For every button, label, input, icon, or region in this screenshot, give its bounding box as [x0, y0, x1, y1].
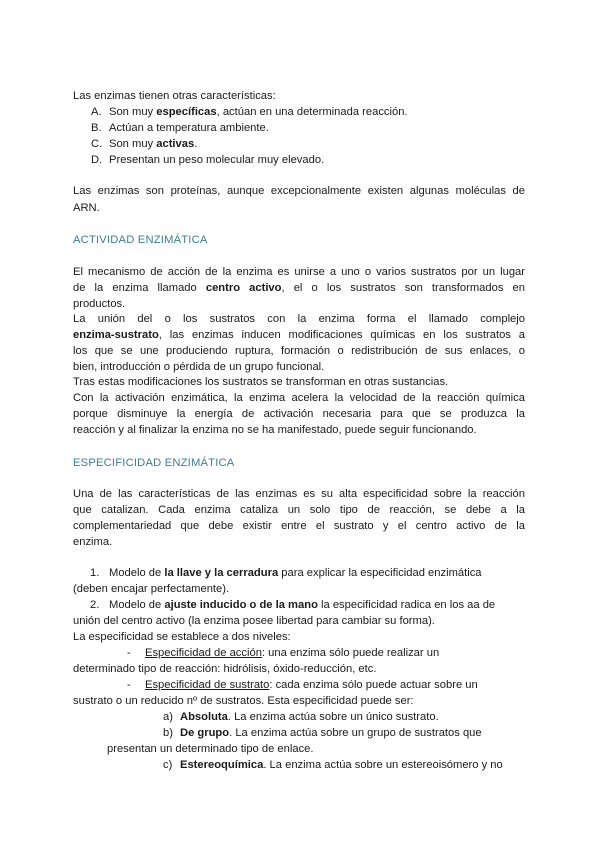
- list-marker: c): [163, 759, 173, 771]
- list-marker: C.: [91, 138, 103, 150]
- paragraph-line: los que se une produciendo ruptura, formación o redistribución de sus enlaces, o: [73, 345, 525, 357]
- paragraph-line: presentan un determinado tipo de enlace.: [107, 743, 314, 755]
- level-item: - Especificidad de acción: una enzima sólo puede realizar un: [127, 647, 440, 659]
- list-marker: D.: [91, 154, 103, 166]
- paragraph-line: Una de las características de las enzimas es su alta especificidad sobre la reacción: [73, 488, 525, 500]
- paragraph-line: determinado tipo de reacción: hidrólisis, óxido-reducción, etc.: [73, 663, 377, 675]
- list-item: B. Actúan a temperatura ambiente.: [91, 122, 269, 134]
- paragraph-line: bien, introducción o pérdida de un grupo funcional.: [73, 361, 325, 373]
- paragraph-line: unión del centro activo (la enzima posee libertad para cambiar su forma).: [73, 615, 435, 627]
- sublist-item: a) Absoluta. La enzima actúa sobre un único sustrato.: [163, 711, 439, 723]
- list-marker: b): [163, 727, 173, 739]
- paragraph-line: porque disminuye la energía de activación necesaria para que se produzca la: [73, 408, 525, 420]
- level-item: - Especificidad de sustrato: cada enzima sólo puede actuar sobre un: [127, 679, 478, 691]
- intro-note-line: Las enzimas son proteínas, aunque excepcionalmente existen algunas moléculas de: [73, 185, 525, 197]
- dash-marker: -: [127, 679, 131, 691]
- sublist-item: b) De grupo. La enzima actúa sobre un grupo de sustratos que: [163, 727, 482, 739]
- paragraph-line: complementariedad que debe existir entre el sustrato y el centro activo de la: [73, 520, 525, 532]
- section-heading-actividad: ACTIVIDAD ENZIMÁTICA: [73, 234, 208, 246]
- paragraph-line: Tras estas modificaciones los sustratos se transforman en otras sustancias.: [73, 376, 449, 388]
- paragraph-line: La especificidad se establece a dos niveles:: [73, 631, 291, 643]
- paragraph-line: enzima-sustrato, las enzimas inducen modificaciones químicas en los sustratos a: [73, 329, 525, 341]
- paragraph-line: La unión del o los sustratos con la enzima forma el llamado complejo: [73, 313, 525, 325]
- list-marker: A.: [91, 106, 102, 118]
- paragraph-line: sustrato o un reducido nº de sustratos. Esta especificidad puede ser:: [73, 695, 414, 707]
- paragraph-line: reacción y al finalizar la enzima no se ha manifestado, puede seguir funcionando.: [73, 424, 477, 436]
- list-marker: a): [163, 711, 173, 723]
- paragraph-line: que catalizan. Cada enzima cataliza un solo tipo de reacción, se debe a la: [73, 504, 525, 516]
- paragraph-line: (deben encajar perfectamente).: [73, 583, 230, 595]
- intro-title: Las enzimas tienen otras características:: [73, 90, 276, 102]
- paragraph-line: Con la activación enzimática, la enzima acelera la velocidad de la reacción química: [73, 392, 525, 404]
- intro-note-line: ARN.: [73, 202, 100, 214]
- list-marker: 2.: [90, 599, 100, 611]
- list-item: D. Presentan un peso molecular muy elevado.: [91, 154, 325, 166]
- section-heading-especificidad: ESPECIFICIDAD ENZIMÁTICA: [73, 457, 235, 469]
- list-marker: B.: [91, 122, 102, 134]
- paragraph-line: productos.: [73, 298, 126, 310]
- list-item: A. Son muy específicas, actúan en una determinada reacción.: [91, 106, 408, 118]
- model-item: 1. Modelo de la llave y la cerradura para explicar la especificidad enzimática: [90, 567, 482, 579]
- list-marker: 1.: [90, 567, 100, 579]
- paragraph-line: enzima.: [73, 536, 113, 548]
- list-item: C. Son muy activas.: [91, 138, 198, 150]
- paragraph-line: de la enzima llamado centro activo, el o los sustratos son transformados en: [73, 282, 525, 294]
- dash-marker: -: [127, 647, 131, 659]
- model-item: 2. Modelo de ajuste inducido o de la mano la especificidad radica en los aa de: [90, 599, 496, 611]
- paragraph-line: El mecanismo de acción de la enzima es unirse a uno o varios sustratos por un lugar: [73, 266, 525, 278]
- sublist-item: c) Estereoquímica. La enzima actúa sobre un estereoisómero y no: [163, 759, 503, 771]
